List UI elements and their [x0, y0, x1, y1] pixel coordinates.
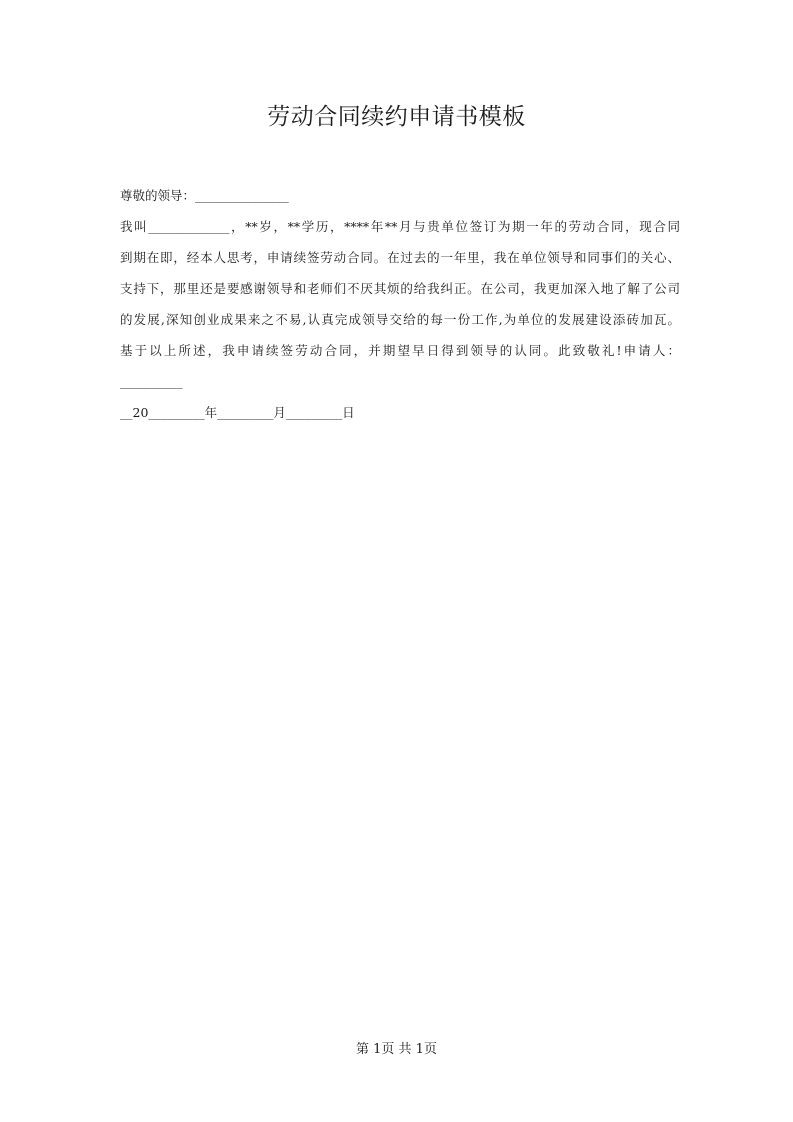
salutation-line: 尊敬的领导：_______________	[120, 188, 289, 203]
date-line: __20_________年_________月_________日	[120, 405, 355, 420]
paragraph-line: 支持下，那里还是要感谢领导和老师们不厌其烦的给我纠正。在公司，我更加深入地了解了公司	[120, 281, 680, 296]
paragraph-line: 我叫_____________，**岁，**学历，****年**月与贵单位签订为期一年的劳动合同，现合同	[120, 219, 680, 234]
signature-blank-line: __________	[120, 374, 183, 389]
paragraph-line: 的发展,深知创业成果来之不易,认真完成领导交给的每一份工作,为单位的发展建设添砖加瓦。	[120, 312, 680, 327]
paragraph-line: 基于以上所述，我申请续签劳动合同，并期望早日得到领导的认同。此致敬礼!申请人：	[120, 343, 680, 358]
document-title: 劳动合同续约申请书模板	[267, 104, 526, 130]
page-number-footer: 第 1页 共 1页	[356, 1042, 437, 1057]
document-body	[120, 181, 680, 429]
paragraph-line: 到期在即，经本人思考，申请续签劳动合同。在过去的一年里，我在单位领导和同事们的关心、	[120, 250, 680, 265]
